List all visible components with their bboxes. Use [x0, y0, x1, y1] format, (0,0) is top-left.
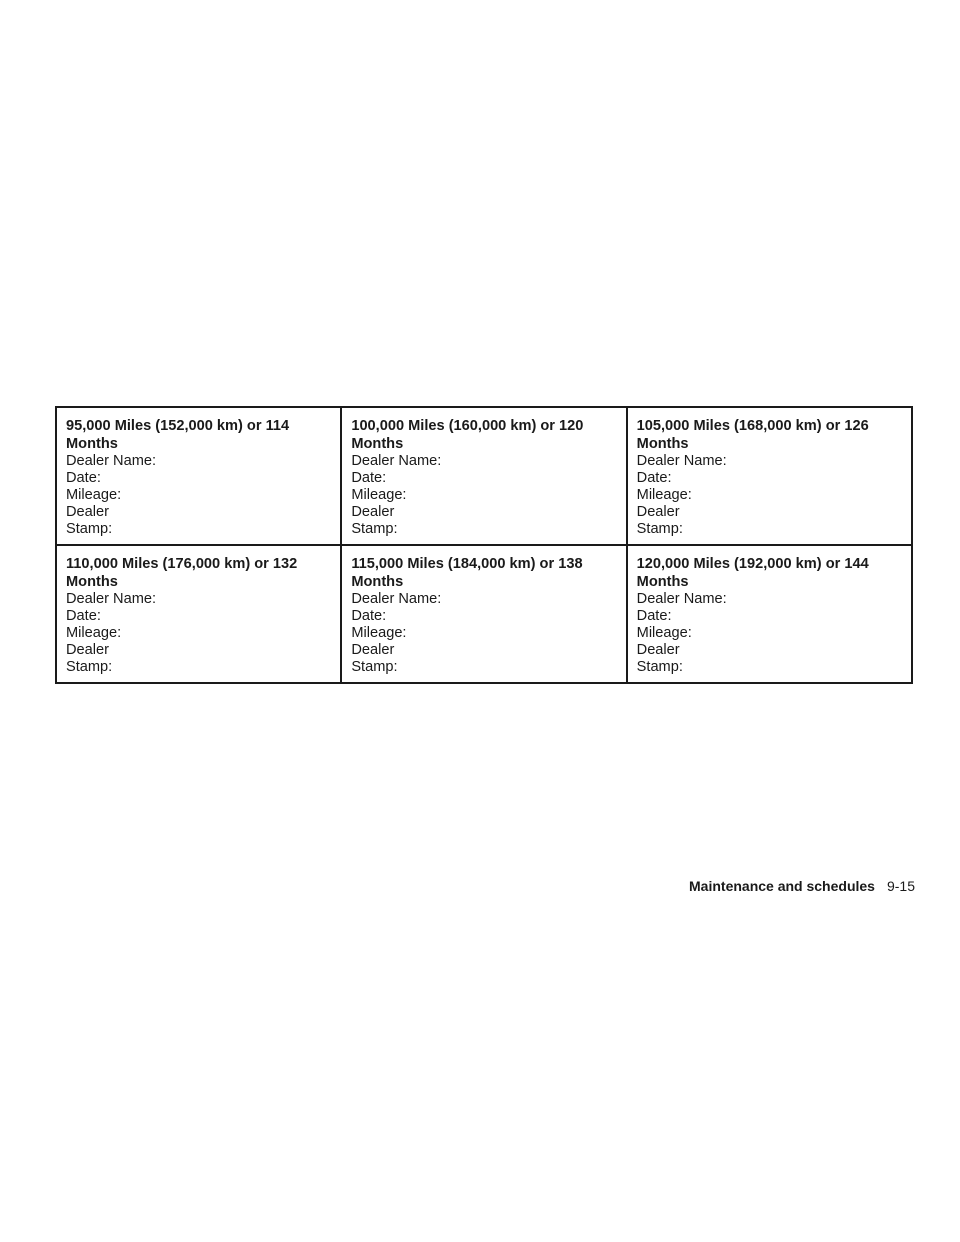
- date-label: Date:: [636, 608, 672, 624]
- dealer-name-label: Dealer Name:: [351, 453, 442, 469]
- mileage-label: Mileage:: [636, 487, 692, 503]
- page-number: 9-15: [886, 878, 915, 894]
- dealer-label: Dealer: [351, 642, 395, 658]
- stamp-label: Stamp:: [66, 659, 113, 675]
- table-cell: [627, 407, 912, 545]
- table-row: [56, 545, 912, 683]
- dealer-name-label: Dealer Name:: [636, 591, 727, 607]
- date-label: Date:: [351, 470, 387, 486]
- dealer-name-label: Dealer Name:: [66, 591, 157, 607]
- dealer-label: Dealer: [636, 642, 680, 658]
- table-cell: [341, 407, 626, 545]
- table-cell: [56, 545, 341, 683]
- mileage-label: Mileage:: [636, 625, 692, 641]
- dealer-name-label: Dealer Name:: [351, 591, 442, 607]
- table-cell: [341, 545, 626, 683]
- stamp-label: Stamp:: [351, 521, 398, 537]
- cell-heading: 110,000 Miles (176,000 km) or 132 Months: [66, 556, 298, 590]
- table-cell: [56, 407, 341, 545]
- dealer-name-label: Dealer Name:: [66, 453, 157, 469]
- date-label: Date:: [66, 470, 101, 486]
- cell-heading: 105,000 Miles (168,000 km) or 126 Months: [636, 418, 869, 452]
- cell-heading: 100,000 Miles (160,000 km) or 120 Months: [351, 418, 584, 452]
- table-row: [56, 407, 912, 545]
- cell-heading: 95,000 Miles (152,000 km) or 114 Months: [66, 418, 290, 452]
- mileage-label: Mileage:: [66, 487, 122, 503]
- table-cell: [627, 545, 912, 683]
- mileage-label: Mileage:: [66, 625, 122, 641]
- stamp-label: Stamp:: [636, 659, 683, 675]
- section-title: Maintenance and schedules: [689, 878, 875, 894]
- page-footer: [689, 878, 915, 894]
- date-label: Date:: [636, 470, 672, 486]
- date-label: Date:: [66, 608, 101, 624]
- stamp-label: Stamp:: [66, 521, 113, 537]
- stamp-label: Stamp:: [636, 521, 683, 537]
- mileage-label: Mileage:: [351, 625, 407, 641]
- dealer-label: Dealer: [351, 504, 395, 520]
- dealer-name-label: Dealer Name:: [636, 453, 727, 469]
- dealer-label: Dealer: [66, 642, 109, 658]
- cell-heading: 115,000 Miles (184,000 km) or 138 Months: [351, 556, 583, 590]
- maintenance-record-table: [55, 406, 913, 684]
- mileage-label: Mileage:: [351, 487, 407, 503]
- cell-heading: 120,000 Miles (192,000 km) or 144 Months: [636, 556, 869, 590]
- date-label: Date:: [351, 608, 387, 624]
- stamp-label: Stamp:: [351, 659, 398, 675]
- dealer-label: Dealer: [636, 504, 680, 520]
- dealer-label: Dealer: [66, 504, 109, 520]
